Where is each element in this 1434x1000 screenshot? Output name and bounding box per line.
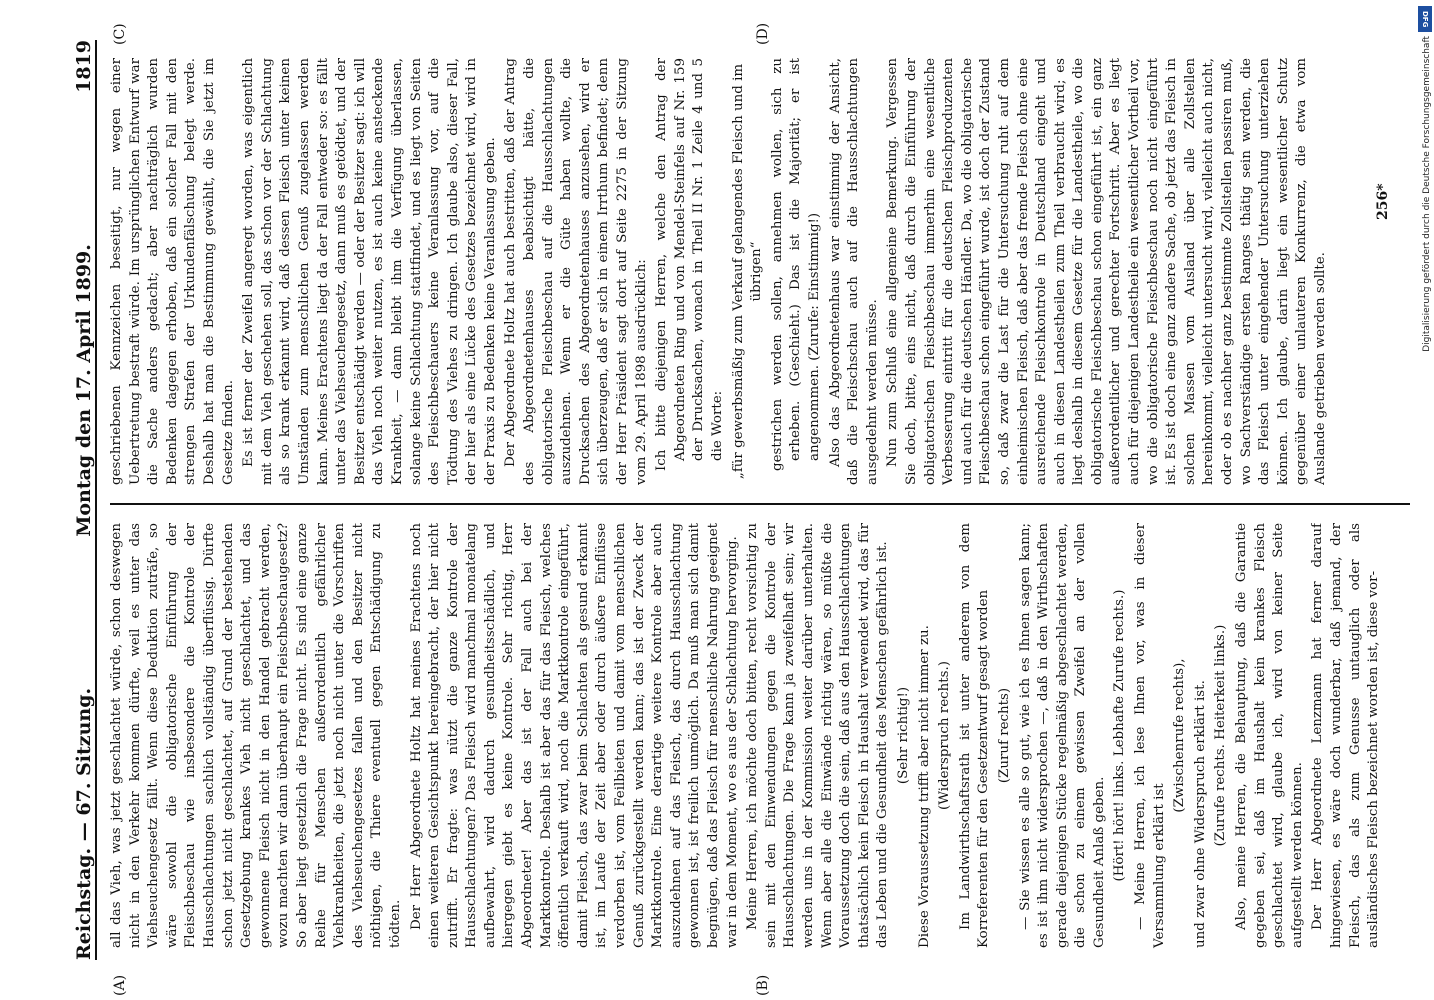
digitization-notice: Digitalisierung gefördert durch die Deutsche Forschungsgemeinschaft: [1422, 36, 1432, 352]
paragraph: Meine Herren, ich möchte doch bitten, recht vorsichtig zu sein mit den Einwendungen gegen die Kontrole der Hausschlachtungen. Die Frage kann ja zweifelhaft sein; wir werden uns in der Kommission weiter darüber unterhalten. Wenn aber alle die Einwände richtig wären, so müßte die Voraussetzung doch die sein, daß aus den Hausschlachtungen thatsächlich kein Fleisch in Haushalt verwendet wird, das für das Leben und die Gesundheit des Menschen gefährlich ist.: [745, 523, 891, 948]
paragraph: und zwar ohne Widerspruch erklärt ist.: [1192, 680, 1208, 948]
paragraph: Der Herr Abgeordnete Lenzmann hat ferner darauf hingewiesen, es wäre doch wunderbar, daß jemand, der Fleisch, das als zum Genusse untauglich oder als ausländisches Fleisch bezeichnet worden ist, diese vor-: [1310, 523, 1382, 948]
quoted-paragraph: gestrichen werden sollen, annehmen wollen, sich zu erheben. (Geschieht.) Das ist die Majorität; er ist angenommen. (Zurufe: Einstimmig!): [769, 58, 822, 471]
dfg-logo: DFG: [1418, 6, 1432, 32]
paragraph: Der Abgeordnete Holtz hat auch bestritten, daß der Antrag des Abgeordnetenhauses beabsichtigt hätte, die obligatorische Fleischbeschau auf die Hausschlachtungen auszudehnen. Wenn er die Güte haben wollte, die Drucksachen des Abgeordnetenhauses anzusehen, wird er sich überzeugen, daß er sich in einem Irrthum befindet; denn der Herr Präsident sagt dort auf Seite 2275 in der Sitzung vom 29. April 1898 ausdrücklich:: [503, 58, 649, 485]
page-header: [65, 40, 97, 960]
signature-mark: 256*: [1375, 183, 1391, 220]
paragraph: geschriebenen Kennzeichen beseitigt, nur wegen einer Uebertretung bestraft würde. Im ursprünglichen Entwurf war die Sache anders gedacht; aber nachträglich wurden Bedenken dagegen erhoben, daß ein solcher Fall mit den strengen Strafen der Urkundenfälschung belegt werde. Deshalb hat man die Bestimmung gewählt, die Sie jetzt im Gesetze finden.: [109, 58, 236, 485]
margin-marker-c: (C): [112, 23, 128, 45]
margin-marker-b: (B): [755, 974, 771, 996]
column-divider: [110, 503, 1410, 505]
paragraph: Nun zum Schluß eine allgemeine Bemerkung. Vergessen Sie doch, bitte, eins nicht, daß durch die Einführung der obligatorischen Fleischbeschau immerhin eine wesentliche Verbesserung eintritt für die deutschen Fleischproduzenten und auch für die deutschen Händler. Da, wo die obligatorische Fleischbeschau schon eingeführt wurde, ist doch der Zustand so, daß zwar die Last für die Untersuchung ruht auf dem einheimischen Fleisch, daß aber das fremde Fleisch ohne eine ausreichende Fleischkontrole in Deutschland eingeht und auch in diesen Landestheilen zum Theil verbraucht wird; es liegt deshalb in diesem Gesetze für die Landestheile, wo die obligatorische Fleischbeschau schon eingeführt ist, ein ganz außerordentlicher und gerechter Fortschritt. Aber es liegt auch für diejenigen Landestheile ein wesentlicher Vortheil vor, wo die obligatorische Fleischbeschau noch nicht eingeführt ist. Es ist doch eine ganz andere Sache, ob jetzt das Fleisch in solchen Massen vom Ausland über alle Zollstellen hereinkommt, vielleicht untersucht wird, vielleicht auch nicht, oder ob es nachher ganz bestimmte Zollstellen passiren muß, wo Sachverständige ersten Ranges thätig sein werden, die das Fleisch unter eingehender Untersuchung unterziehen können. Ich glaube, darin liegt ein wesentlicher Schutz gegenüber einer unlauteren Konkurrenz, die etwa vom Auslande getrieben werden sollte.: [885, 58, 1328, 485]
paragraph: — Meine Herren, ich lese Ihnen vor, was in dieser Versammlung erklärt ist: [1133, 523, 1167, 948]
paragraph: Im Landwirthschaftsrath ist unter anderem von dem Korreferenten für den Gesetzentwurf gesagt worden: [957, 523, 992, 948]
header-date: Montag den 17. April 1899.: [73, 244, 95, 537]
paragraph: Es ist ferner der Zweifel angeregt worden, was eigentlich mit dem Vieh geschehen soll, das schon vor der Schlachtung als so krank erkannt wird, daß dessen Fleisch unter keinen Umständen zum menschlichen Genuß zugelassen werden kann. Meines Erachtens liegt da der Fall entweder so: es fällt unter das Viehseuchengesetz, dann muß es getödtet, und der Besitzer entschädigt werden — oder der Besitzer sagt: ich will das Vieh noch weiter nutzen, es ist auch keine ansteckende Krankheit, — dann bleibt ihm die Verfügung überlassen, solange keine Schlachtung stattfindet, und es liegt von Seiten des Fleischbeschauers keine Veranlassung vor, auf die Tödtung des Viehes zu dringen. Ich glaube also, dieser Fall, der hier als eine Lücke des Gesetzes bezeichnet wird, wird in der Praxis zu Bedenken keine Veranlassung geben.: [241, 58, 498, 485]
paragraph: — Sie wissen es alle so gut, wie ich es Ihnen sagen kann; es ist ihm nicht widersprochen —, daß in den Wirthschaften gerade diejenigen Stücke regelmäßig abgeschlachtet werden, die schon zu einem gewissen Zweifel an der vollen Gesundheit Anlaß geben.: [1017, 523, 1107, 948]
margin-marker-d: (D): [755, 22, 771, 45]
margin-marker-a: (A): [112, 974, 128, 996]
interjection: (Widerspruch rechts.): [937, 661, 953, 810]
interjection: (Zurufe rechts. Heiterkeit links.): [1213, 624, 1229, 847]
quoted-words: „für gewerbsmäßig zum Verkauf gelangendes Fleisch und im übrigen“: [730, 63, 765, 480]
paragraph: all das Vieh, was jetzt geschlachtet würde, schon deswegen nicht in den Verkehr kommen dürfte, weil es unter das Viehseuchengesetz fällt. Wenn diese Deduktion zuträfe, so wäre sowohl die obligatorische Einführung der Fleischbeschau wie insbesondere die Kontrole der Hausschlachtungen sachlich vollständig überflüssig. Dürfte schon jetzt nicht geschlachtet, auf Grund der bestehenden Gesetzgebung krankes Vieh nicht geschlachtet, und das gewonnene Fleisch nicht in den Handel gebracht werden, wozu machten wir dann überhaupt ein Fleischbeschaugesetz? So aber liegt gesetzlich die Frage nicht. Es sind eine ganze Reihe für Menschen außerordentlich gefährlicher Viehkrankheiten, die jetzt noch nicht unter die Vorschriften des Viehseuchengesetzes fallen und den Besitzer nicht nöthigen, die Thiere eventuell gegen Entschädigung zu tödten.: [109, 523, 403, 948]
paragraph: Der Herr Abgeordnete Holtz hat meines Erachtens noch einen weiteren Gesichtspunkt hereingebracht, der hier nicht zutrifft. Er fragte: was nützt die ganze Kontrole der Hausschlachtungen? Das Fleisch wird manchmal monatelang aufbewahrt, wird dadurch gesundheitsschädlich, und hiergegen giebt es keine Kontrole. Sehr richtig, Herr Abgeordneter! Aber das ist der Fall auch bei der Marktkontrole. Deshalb ist aber das für das Fleisch, welches öffentlich verkauft wird, noch die Marktkontrole eingeführt, damit Fleisch, das zwar beim Schlachten als gesund erkannt ist, im Laufe der Zeit aber oder durch äußere Einflüsse verdorben ist, vom Feilbieten und damit vom menschlichen Genuß zurückgestellt werden kann; das ist der Zweck der Marktkontrole. Eine derartige weitere Kontrole aber auch auszudehnen auf das Fleisch, das durch Hausschlachtung gewonnen ist, ist freilich unmöglich. Da muß man sich damit begnügen, daß das Fleisch für menschliche Nahrung geeignet war in dem Moment, wo es aus der Schlachtung hervorging.: [408, 523, 740, 948]
interjection: (Hört! hört! links. Lebhafte Zurufe rechts.): [1112, 589, 1128, 882]
digitization-sidebar: [1416, 0, 1434, 1000]
left-column: [108, 523, 1408, 978]
paragraph: Also das Abgeordnetenhaus war einstimmig der Ansicht, daß die Fleischschau auch auf die Hausschlachtungen ausgedehnt werden müsse.: [827, 58, 880, 485]
interjection: (Zuruf rechts): [996, 687, 1012, 784]
quoted-paragraph: Ich bitte diejenigen Herren, welche den Antrag der Abgeordneten Ring und von Mendel-Steinfels auf Nr. 159 der Drucksachen, wonach in Theil II Nr. 1 Zeile 4 und 5 die Worte:: [654, 58, 725, 471]
interjection: (Zwischenrufe rechts),: [1172, 658, 1188, 813]
right-column: [108, 30, 1408, 485]
interjection: (Sehr richtig!): [895, 686, 911, 785]
header-page-number: 1819: [73, 40, 95, 93]
paragraph: Diese Voraussetzung trifft aber nicht immer zu.: [916, 625, 932, 948]
paragraph: Also, meine Herren, die Behauptung, daß die Garantie gegeben sei, daß im Haushalt kein krankes Fleisch geschlachtet wird, glaube ich, wird von keiner Seite aufgestellt werden können.: [1234, 523, 1305, 948]
header-left: Reichstag. — 67. Sitzung.: [73, 687, 95, 960]
